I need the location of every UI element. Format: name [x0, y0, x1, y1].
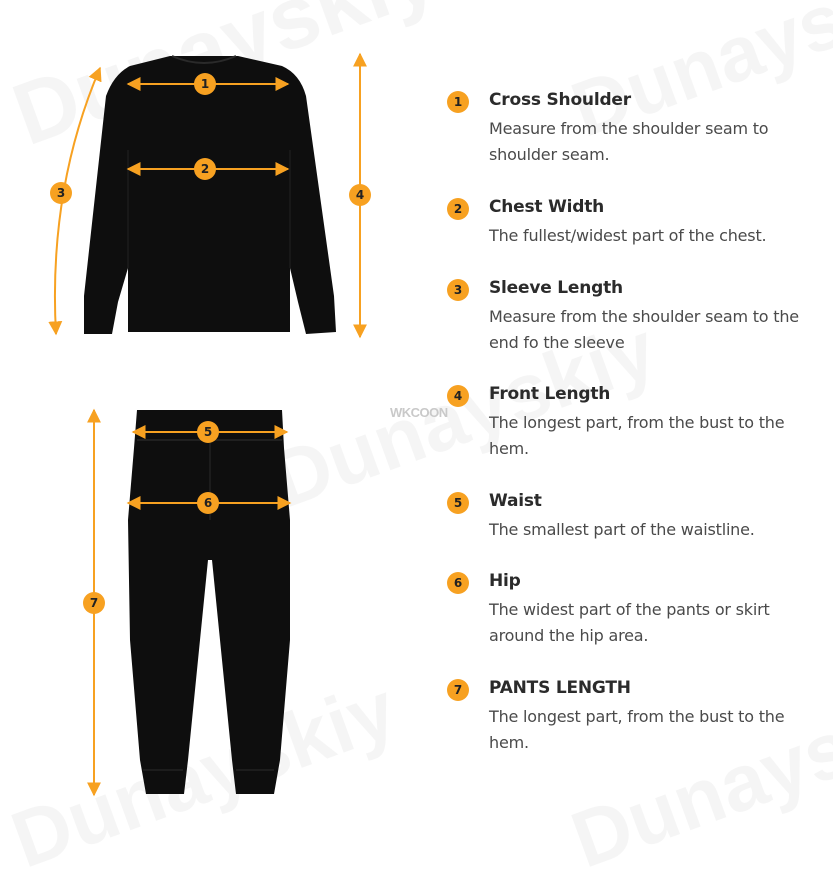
legend-item-description: The smallest part of the waistline. [489, 520, 755, 539]
marker-6-label: 6 [203, 496, 213, 510]
marker-2 [194, 158, 216, 180]
legend-item-title: Hip [489, 571, 521, 591]
marker-6 [197, 492, 219, 514]
marker-7-label: 7 [89, 596, 99, 610]
marker-7 [83, 592, 105, 614]
legend-item-title: Cross Shoulder [489, 90, 631, 110]
number-badge: 4 [447, 385, 469, 407]
legend-item-title: Front Length [489, 384, 611, 404]
number-badge: 6 [447, 572, 469, 594]
marker-4 [349, 184, 371, 206]
legend-item-description: The widest part of the pants or skirt around the hip area. [489, 600, 770, 645]
pants-illustration [128, 410, 290, 794]
legend-item-title: PANTS LENGTH [489, 678, 631, 698]
number-badge: 1 [447, 91, 469, 113]
marker-3-label: 3 [56, 186, 66, 200]
legend-item-title: Sleeve Length [489, 278, 623, 298]
marker-4-label: 4 [355, 188, 365, 202]
marker-1 [194, 73, 216, 95]
number-badge: 7 [447, 679, 469, 701]
legend-item-description: Measure from the shoulder seam to shoulder seam. [489, 119, 769, 164]
marker-2-label: 2 [200, 162, 210, 176]
marker-5-label: 5 [203, 425, 213, 439]
legend-item-description: The fullest/widest part of the chest. [489, 226, 767, 245]
legend-item-title: Waist [489, 491, 542, 511]
legend-item-description: The longest part, from the bust to the hem. [489, 413, 785, 458]
number-badge: 2 [447, 198, 469, 220]
legend-item-description: The longest part, from the bust to the hem. [489, 707, 785, 752]
marker-3 [50, 182, 72, 204]
legend-item-description: Measure from the shoulder seam to the end fo the sleeve [489, 307, 799, 352]
brand-watermark: WKCOON [390, 405, 448, 420]
number-badge: 3 [447, 279, 469, 301]
number-badge: 5 [447, 492, 469, 514]
marker-5 [197, 421, 219, 443]
shirt-illustration [84, 56, 336, 334]
marker-1-label: 1 [200, 77, 210, 91]
legend-item-title: Chest Width [489, 197, 605, 217]
